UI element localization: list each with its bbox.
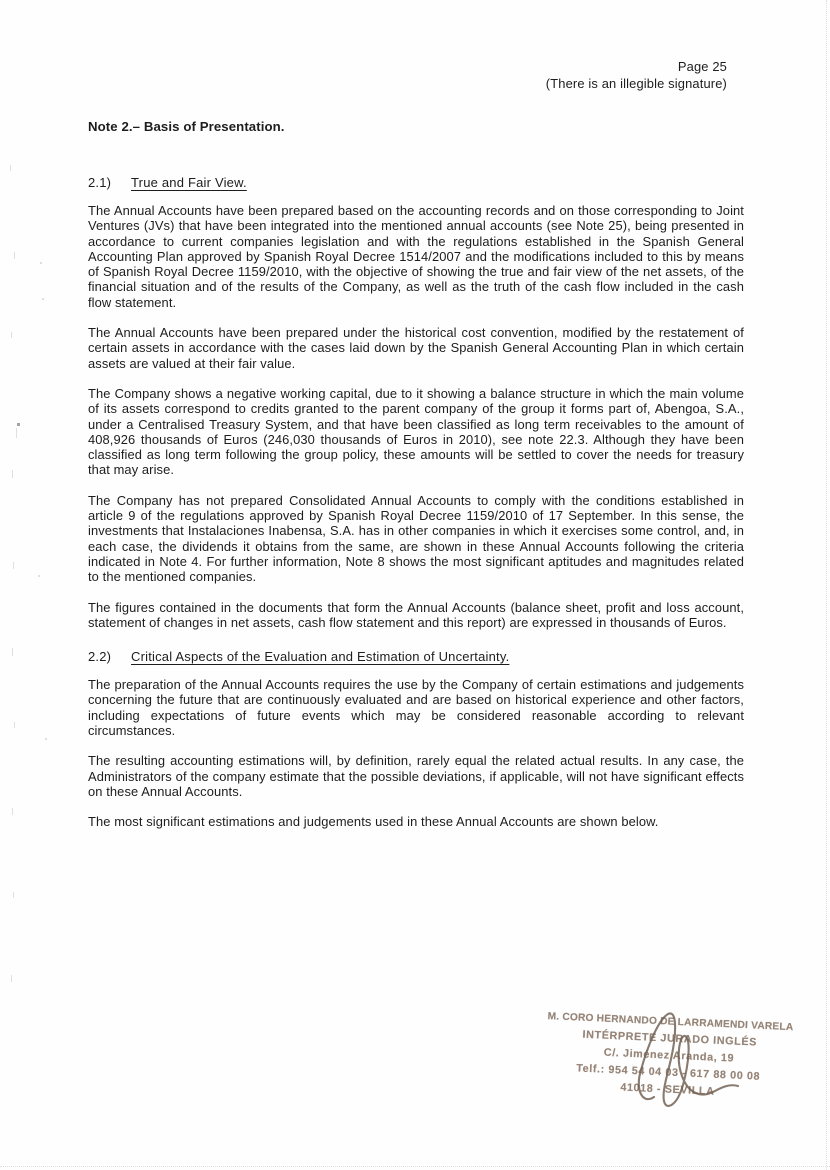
scan-speck [13, 562, 14, 569]
scan-speck [16, 428, 17, 438]
section-2-2-title: Critical Aspects of the Evaluation and Estimation of Uncertainty. [131, 649, 510, 665]
stamp-address-line: C/. Jiménez Aranda, 19 [603, 1046, 735, 1065]
section-2-2-heading [88, 649, 744, 664]
section-2-1-heading [88, 175, 744, 190]
paragraph: The preparation of the Annual Accounts requires the use by the Company of certain estimations and judgements concerning the future that are continuously evaluated and are based on historical experience and other factors, including expectations of future events which may be considered reasonable according to relevant circumstances. [88, 677, 744, 739]
paragraph: The Company has not prepared Consolidated Annual Accounts to comply with the conditions established in article 9 of the regulations approved by Spanish Royal Decree 1159/2010 of 17 September. In this sense, the investments that Instalaciones Inabensa, S.A. has in other companies in which it exercises some control, and, in each case, the dividends it obtains from the same, are shown in these Annual Accounts following the criteria indicated in Note 4. For further information, Note 8 shows the most significant aptitudes and magnitudes related to the mentioned companies. [88, 492, 744, 585]
scan-edge-line-bottom [0, 1166, 830, 1167]
scan-speck [10, 165, 11, 171]
scan-speck [12, 648, 13, 656]
scan-speck [14, 252, 15, 259]
scan-speck [38, 575, 40, 577]
stamp-title-line: INTÉRPRETE JURADO INGLÉS [582, 1028, 758, 1049]
scan-speck [14, 722, 15, 728]
stamp-name-line: M. CORO HERNANDO DE LARRAMENDI VARELA [547, 1011, 794, 1034]
paragraph: The Annual Accounts have been prepared based on the accounting records and on those corresponding to Joint Ventures (JVs) that have been integrated into the mentioned annual accounts (see Note 25), being presented in accordance to current companies legislation and with the regulations established in the Spanish General Accounting Plan approved by Spanish Royal Decree 1514/2007 and the modifications included to this by means of Spanish Royal Decree 1159/2010, with the objective of showing the true and fair view of the net assets, of the financial situation and of the results of the Company, as well as the truth of the cash flow included in the cash flow statement. [88, 203, 744, 310]
paragraph: The Annual Accounts have been prepared under the historical cost convention, modified by the restatement of certain assets in accordance with the cases laid down by the Spanish General Accounting Plan in which certain assets are valued at their fair value. [88, 325, 744, 371]
scan-speck [11, 975, 12, 982]
paragraph: The most significant estimations and judgements used in these Annual Accounts are shown below. [88, 814, 659, 830]
handwritten-signature [628, 1005, 740, 1115]
scan-speck [13, 892, 14, 898]
page-header [546, 58, 727, 92]
scan-speck [42, 298, 44, 300]
page-number: Page 25 [677, 59, 727, 74]
paragraph: The resulting accounting estimations will, by definition, rarely equal the related actual results. In any case, the Administrators of the company estimate that the possible deviations, if applicable, will not have significant effects on these Annual Accounts. [88, 753, 744, 799]
paragraph: The figures contained in the documents that form the Annual Accounts (balance sheet, profit and loss account, statement of changes in net assets, cash flow statement and this report) are expressed in thousands of Euros. [88, 599, 744, 630]
illegible-signature-note: (There is an illegible signature) [545, 76, 727, 91]
section-2-2-number: 2.2) [88, 649, 112, 665]
scan-edge-line-right [826, 0, 827, 1170]
scan-speck [11, 332, 12, 338]
section-2-1-number: 2.1) [88, 175, 112, 190]
section-2-1-title: True and Fair View. [131, 175, 247, 190]
scan-speck [17, 423, 20, 426]
stamp-phone-line: Telf.: 954 54 04 03 - 617 88 00 08 [575, 1062, 761, 1083]
scan-speck [45, 738, 47, 740]
note-2-heading: Note 2.– Basis of Presentation. [88, 119, 285, 134]
stamp-city-line: 41018 - SEVILLA [620, 1081, 715, 1098]
scan-speck [12, 470, 13, 478]
scan-speck [12, 808, 13, 815]
scan-speck [40, 262, 42, 264]
paragraph: The Company shows a negative working capital, due to it showing a balance structure in which the main volume of its assets correspond to credits granted to the parent company of the group it forms part of, Abengoa, S.A., under a Centralised Treasury System, and that have been classified as long term receivables to the amount of 408,926 thousands of Euros (246,030 thousands of Euros in 2010), see note 22.3. Although they have been classified as long term following the group policy, these amounts will be settled to cover the needs for treasury that may arise. [88, 385, 744, 478]
document-body [88, 119, 744, 845]
